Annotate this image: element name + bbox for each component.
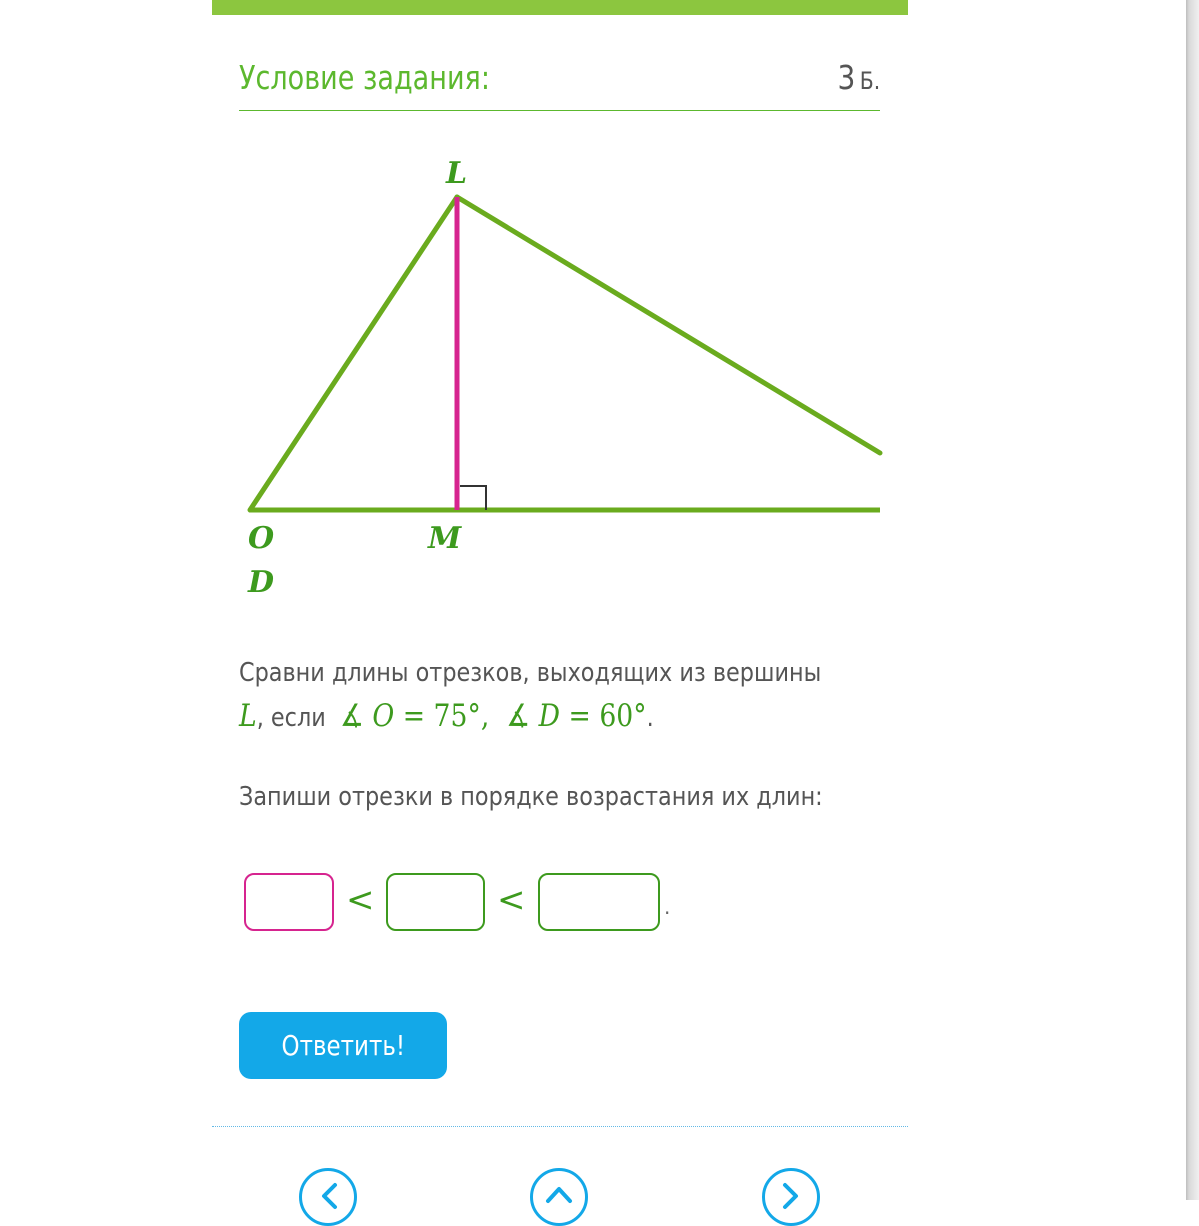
angle-symbol-1: ∡ <box>340 698 364 734</box>
less-than-sign-1: < <box>346 880 375 920</box>
task-statement <box>239 652 822 740</box>
vertex-label-m: M <box>428 521 462 556</box>
task-line-2 <box>239 695 772 740</box>
answer-input-2[interactable] <box>386 873 485 931</box>
chevron-left-icon <box>302 1171 354 1223</box>
chevron-right-icon <box>765 1171 817 1223</box>
prev-task-button[interactable] <box>299 1168 357 1226</box>
points-unit: Б. <box>859 67 880 95</box>
task-line-1: Сравни длины отрезков, выходящих из вершины <box>239 658 822 688</box>
chevron-up-icon <box>533 1171 585 1223</box>
angle-separator: , <box>480 698 490 734</box>
instruction-text: Запиши отрезки в порядке возрастания их длин: <box>239 782 823 812</box>
side-ol <box>250 197 457 510</box>
vertex-label-o: O <box>248 521 275 556</box>
right-angle-mark <box>460 486 486 510</box>
angle-d-letter: D <box>538 698 561 734</box>
angle-o-value: = 75° <box>402 698 481 734</box>
submit-answer-button[interactable] <box>239 1012 447 1079</box>
angle-symbol-2: ∡ <box>506 698 531 734</box>
less-than-sign-2: < <box>497 880 526 920</box>
answer-input-1[interactable] <box>244 873 334 931</box>
angle-o-letter: O <box>372 698 395 734</box>
vertex-label-l: L <box>446 156 468 191</box>
angle-d-value: = 60° <box>568 698 647 734</box>
points-value: 3 <box>837 58 856 97</box>
statement-end: . <box>646 703 654 733</box>
next-task-button[interactable] <box>762 1168 820 1226</box>
tasks-list-button[interactable] <box>530 1168 588 1226</box>
answer-input-3[interactable] <box>538 873 660 931</box>
submit-label: Ответить! <box>281 1029 405 1062</box>
vertex-l: L <box>239 698 257 734</box>
answer-end-dot: . <box>664 895 671 919</box>
if-word: , если <box>256 703 326 733</box>
section-divider <box>212 1126 908 1127</box>
side-l-right <box>457 197 880 453</box>
vertex-label-d: D <box>248 565 275 600</box>
task-title: Условие задания: <box>239 58 490 97</box>
